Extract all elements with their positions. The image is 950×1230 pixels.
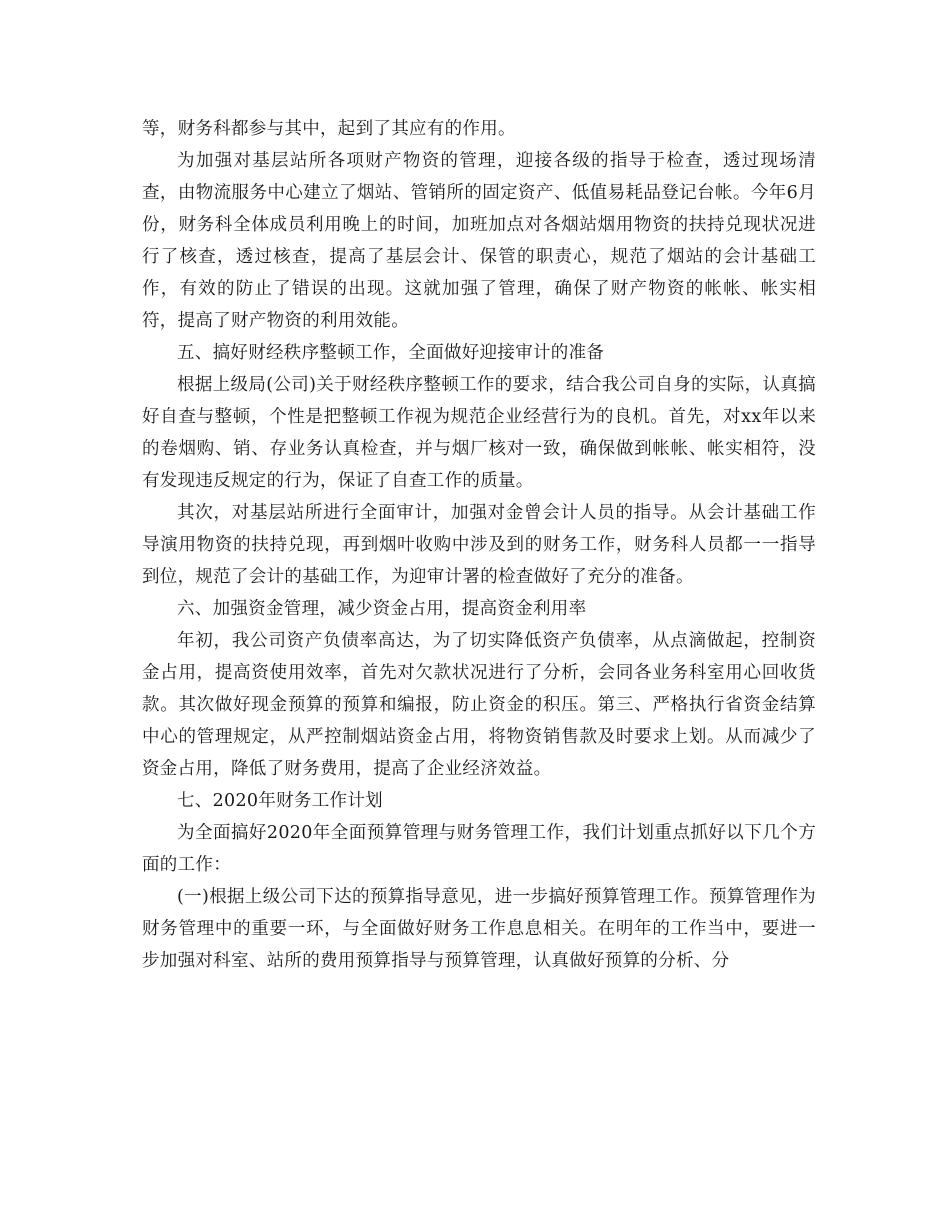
paragraph-plan-intro: 为全面搞好2020年全面预算管理与财务管理工作，我们计划重点抓好以下几个方面的工作：: [142, 823, 816, 875]
paragraph-plan-item-one: (一)根据上级公司下达的预算指导意见，进一步搞好预算管理工作。预算管理作为财务管理中的重要一环，与全面做好财务工作息息相关。在明年的工作当中，要进一步加强对科室、站所的费用预算指导与预算管理，认真做好预算的分析、分: [142, 887, 816, 971]
section-heading-six: 六、加强资金管理，减少资金占用，提高资金利用率: [177, 599, 587, 619]
paragraph-fund-management: 年初，我公司资产负债率高达，为了切实降低资产负债率，从点滴做起，控制资金占用，提高资使用效率，首先对欠款状况进行了分析，会同各业务科室用心回收货款。其次做好现金预算的预算和编报，防止资金的积压。第三、严格执行省资金结算中心的管理规定，从严控制烟站资金占用，将物资销售款及时要求上划。从而减少了资金占用，降低了财务费用，提高了企业经济效益。: [142, 631, 816, 779]
paragraph-audit: 其次，对基层站所进行全面审计，加强对金曾会计人员的指导。从会计基础工作导演用物资的扶持兑现，再到烟叶收购中涉及到的财务工作，财务科人员都一一指导到位，规范了会计的基础工作，为迎审计署的检查做好了充分的准备。: [142, 503, 816, 587]
paragraph-asset-management: 为加强对基层站所各项财产物资的管理，迎接各级的指导于检查，透过现场清查，由物流服务中心建立了烟站、管销所的固定资产、低值易耗品登记台帐。今年6月份，财务科全体成员利用晚上的时间，加班加点对各烟站烟用物资的扶持兑现状况进行了核查，透过核查，提高了基层会计、保管的职责心，规范了烟站的会计基础工作，有效的防止了错误的出现。这就加强了管理，确保了财产物资的帐帐、帐实相符，提高了财产物资的利用效能。: [142, 151, 816, 331]
paragraph-continuation: 等，财务科都参与其中，起到了其应有的作用。: [142, 119, 516, 139]
section-heading-seven: 七、2020年财务工作计划: [177, 791, 383, 811]
paragraph-self-inspection: 根据上级局(公司)关于财经秩序整顿工作的要求，结合我公司自身的实际，认真搞好自查与整顿，个性是把整顿工作视为规范企业经营行为的良机。首先，对xx年以来的卷烟购、销、存业务认真检查，并与烟厂核对一致，确保做到帐帐、帐实相符，没有发现违反规定的行为，保证了自查工作的质量。: [142, 375, 816, 491]
document-body: [142, 113, 816, 977]
section-heading-five: 五、搞好财经秩序整顿工作，全面做好迎接审计的准备: [177, 343, 605, 363]
